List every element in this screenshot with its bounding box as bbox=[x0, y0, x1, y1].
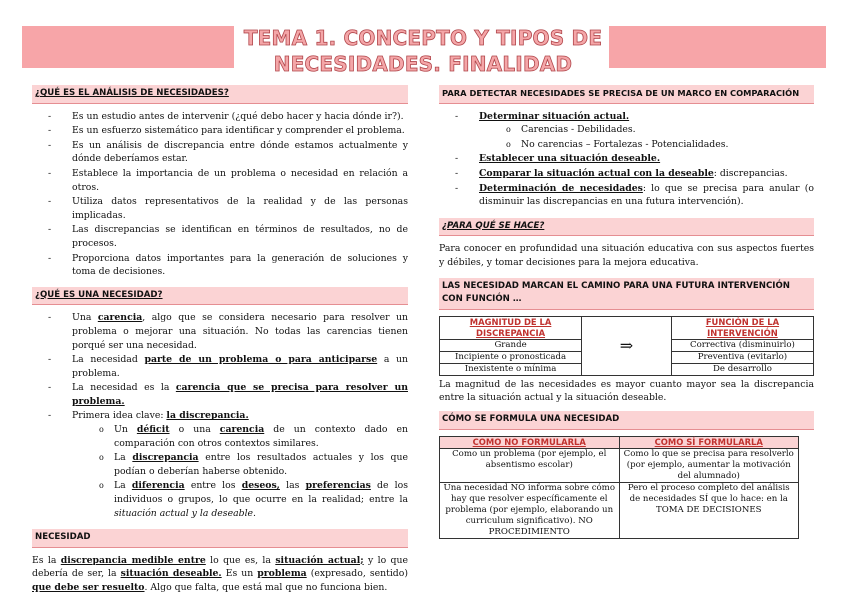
table-cell: Pero el proceso completo del análisis de necesidades SÍ que lo hace: en la TOMA DE DECISIONES bbox=[619, 482, 799, 538]
list-item: - Establecer una situación deseable. bbox=[479, 152, 814, 166]
table-cell: Grande bbox=[440, 339, 582, 351]
title-line-1: TEMA 1. CONCEPTO Y TIPOS DE bbox=[243, 26, 603, 50]
title-banner-left bbox=[22, 26, 234, 68]
list-item: - La necesidad es la carencia que se precisa para resolver un problema. bbox=[72, 381, 408, 408]
table-row bbox=[440, 448, 799, 482]
formulation-table bbox=[439, 436, 799, 539]
page-title bbox=[240, 25, 606, 77]
table-cell: Correctiva (disminuirlo) bbox=[671, 339, 813, 351]
sub-list bbox=[479, 123, 814, 151]
purpose-text: Para conocer en profundidad una situación educativa con sus aspectos fuertes y débiles, y tomar decisiones para la mejora educativa. bbox=[439, 243, 814, 268]
table-cell: Preventiva (evitarlo) bbox=[671, 351, 813, 363]
list-item: - La necesidad parte de un problema o para anticiparse a un problema. bbox=[72, 353, 408, 380]
table-header: COMO SÍ FORMULARLA bbox=[619, 436, 799, 448]
section-heading: LAS NECESIDAD MARCAN EL CAMINO PARA UNA FUTURA INTERVENCIÓN CON FUNCIÓN … bbox=[439, 278, 814, 310]
section-heading: NECESIDAD bbox=[32, 529, 408, 548]
magnitude-text: La magnitud de las necesidades es mayor cuanto mayor sea la discrepancia entre la situación actual y la situación deseable. bbox=[439, 378, 814, 404]
table-cell: Como lo que se precisa para resolverlo (por ejemplo, aumentar la motivación del alumnado) bbox=[619, 448, 799, 482]
table-header: COMO NO FORMULARLA bbox=[440, 436, 620, 448]
section-heading: ¿QUÉ ES EL ANÁLISIS DE NECESIDADES? bbox=[32, 85, 408, 104]
table-header: MAGNITUD DE LA DISCREPANCIA bbox=[440, 316, 582, 339]
list-item: - Establece la importancia de un problema o necesidad en relación a otros. bbox=[72, 167, 408, 194]
left-column bbox=[32, 79, 408, 599]
list-item: - Utiliza datos representativos de la realidad y de las personas implicadas. bbox=[72, 195, 408, 222]
list-item: - Proporciona datos importantes para la generación de soluciones y toma de decisiones. bbox=[72, 252, 408, 279]
table-cell: Inexistente o mínima bbox=[440, 363, 582, 375]
list-item: - Determinación de necesidades: lo que se precisa para anular (o disminuir las discrepancias en una futura intervención). bbox=[479, 182, 814, 209]
list-item: - Es un estudio antes de intervenir (¿qué debo hacer y hacia dónde ir?). bbox=[72, 110, 408, 124]
arrow-icon: ⇒ bbox=[582, 316, 672, 375]
sub-list bbox=[72, 423, 408, 520]
sub-item: o No carencias – Fortalezas - Potencialidades. bbox=[521, 138, 814, 152]
list-item: - Es un esfuerzo sistemático para identificar y comprender el problema. bbox=[72, 124, 408, 138]
table-cell: Incipiente o pronosticada bbox=[440, 351, 582, 363]
sub-item: o Carencias - Debilidades. bbox=[521, 123, 814, 137]
list-item: - Es un análisis de discrepancia entre dónde estamos actualmente y dónde deberíamos estar. bbox=[72, 139, 408, 166]
table-header: FUNCIÓN DE LA INTERVENCIÓN bbox=[671, 316, 813, 339]
sub-item: o Un déficit o una carencia de un contexto dado en comparación con otros contextos similares. bbox=[114, 423, 408, 450]
list-item: - Comparar la situación actual con la deseable: discrepancias. bbox=[479, 167, 814, 181]
list-item: - Una carencia, algo que se considera necesario para resolver un problema o mejorar una situación. No todas las carencias tienen porqué ser una necesidad. bbox=[72, 311, 408, 352]
need-list bbox=[32, 311, 408, 520]
section-heading: CÓMO SE FORMULA UNA NECESIDAD bbox=[439, 411, 814, 430]
table-cell: De desarrollo bbox=[671, 363, 813, 375]
sub-item: o La diferencia entre los deseos, las preferencias de los individuos o grupos, lo que ocurre en la realidad; entre la situación actual y la deseable. bbox=[114, 479, 408, 520]
list-item: - Primera idea clave: la discrepancia. o Un déficit o una carencia de un contexto dado en comparación con otros contextos similares. o La discrepancia entre los resultados actuales y los que podían o deberían haberse obtenido. o La diferencia entre los deseos, las preferencias de los individuos o grupos, lo que ocurre en la realidad; entre la situación actual y la deseable. bbox=[72, 409, 408, 520]
table-cell: Una necesidad NO informa sobre cómo hay que resolver específicamente el problema (por ejemplo, elaborando un curriculum significativo). NO PROCEDIMIENTO bbox=[440, 482, 620, 538]
section-heading: ¿PARA QUÉ SE HACE? bbox=[439, 218, 814, 237]
right-column bbox=[439, 79, 814, 539]
magnitude-table bbox=[439, 316, 814, 376]
analysis-list bbox=[32, 110, 408, 279]
section-heading: PARA DETECTAR NECESIDADES SE PRECISA DE UN MARCO EN COMPARACIÓN bbox=[439, 85, 814, 104]
list-item: - Las discrepancias se identifican en términos de resultados, no de procesos. bbox=[72, 223, 408, 250]
section-heading: ¿QUÉ ES UNA NECESIDAD? bbox=[32, 287, 408, 306]
sub-item: o La discrepancia entre los resultados actuales y los que podían o deberían haberse obtenido. bbox=[114, 451, 408, 478]
list-item: - Determinar situación actual. o Carencias - Debilidades. o No carencias – Fortalezas - Potencialidades. bbox=[479, 110, 814, 152]
title-line-2: NECESIDADES. FINALIDAD bbox=[273, 52, 573, 76]
table-cell: Como un problema (por ejemplo, el absentismo escolar) bbox=[440, 448, 620, 482]
title-banner-right bbox=[609, 26, 826, 68]
need-definition: Es la discrepancia medible entre lo que es, la situación actual; y lo que debería de ser, la situación deseable. Es un problema (expresado, sentido) que debe ser resuelto. Algo que falta, que está mal que no funciona bien. bbox=[32, 554, 408, 593]
detect-list bbox=[439, 110, 814, 209]
table-row bbox=[440, 482, 799, 538]
